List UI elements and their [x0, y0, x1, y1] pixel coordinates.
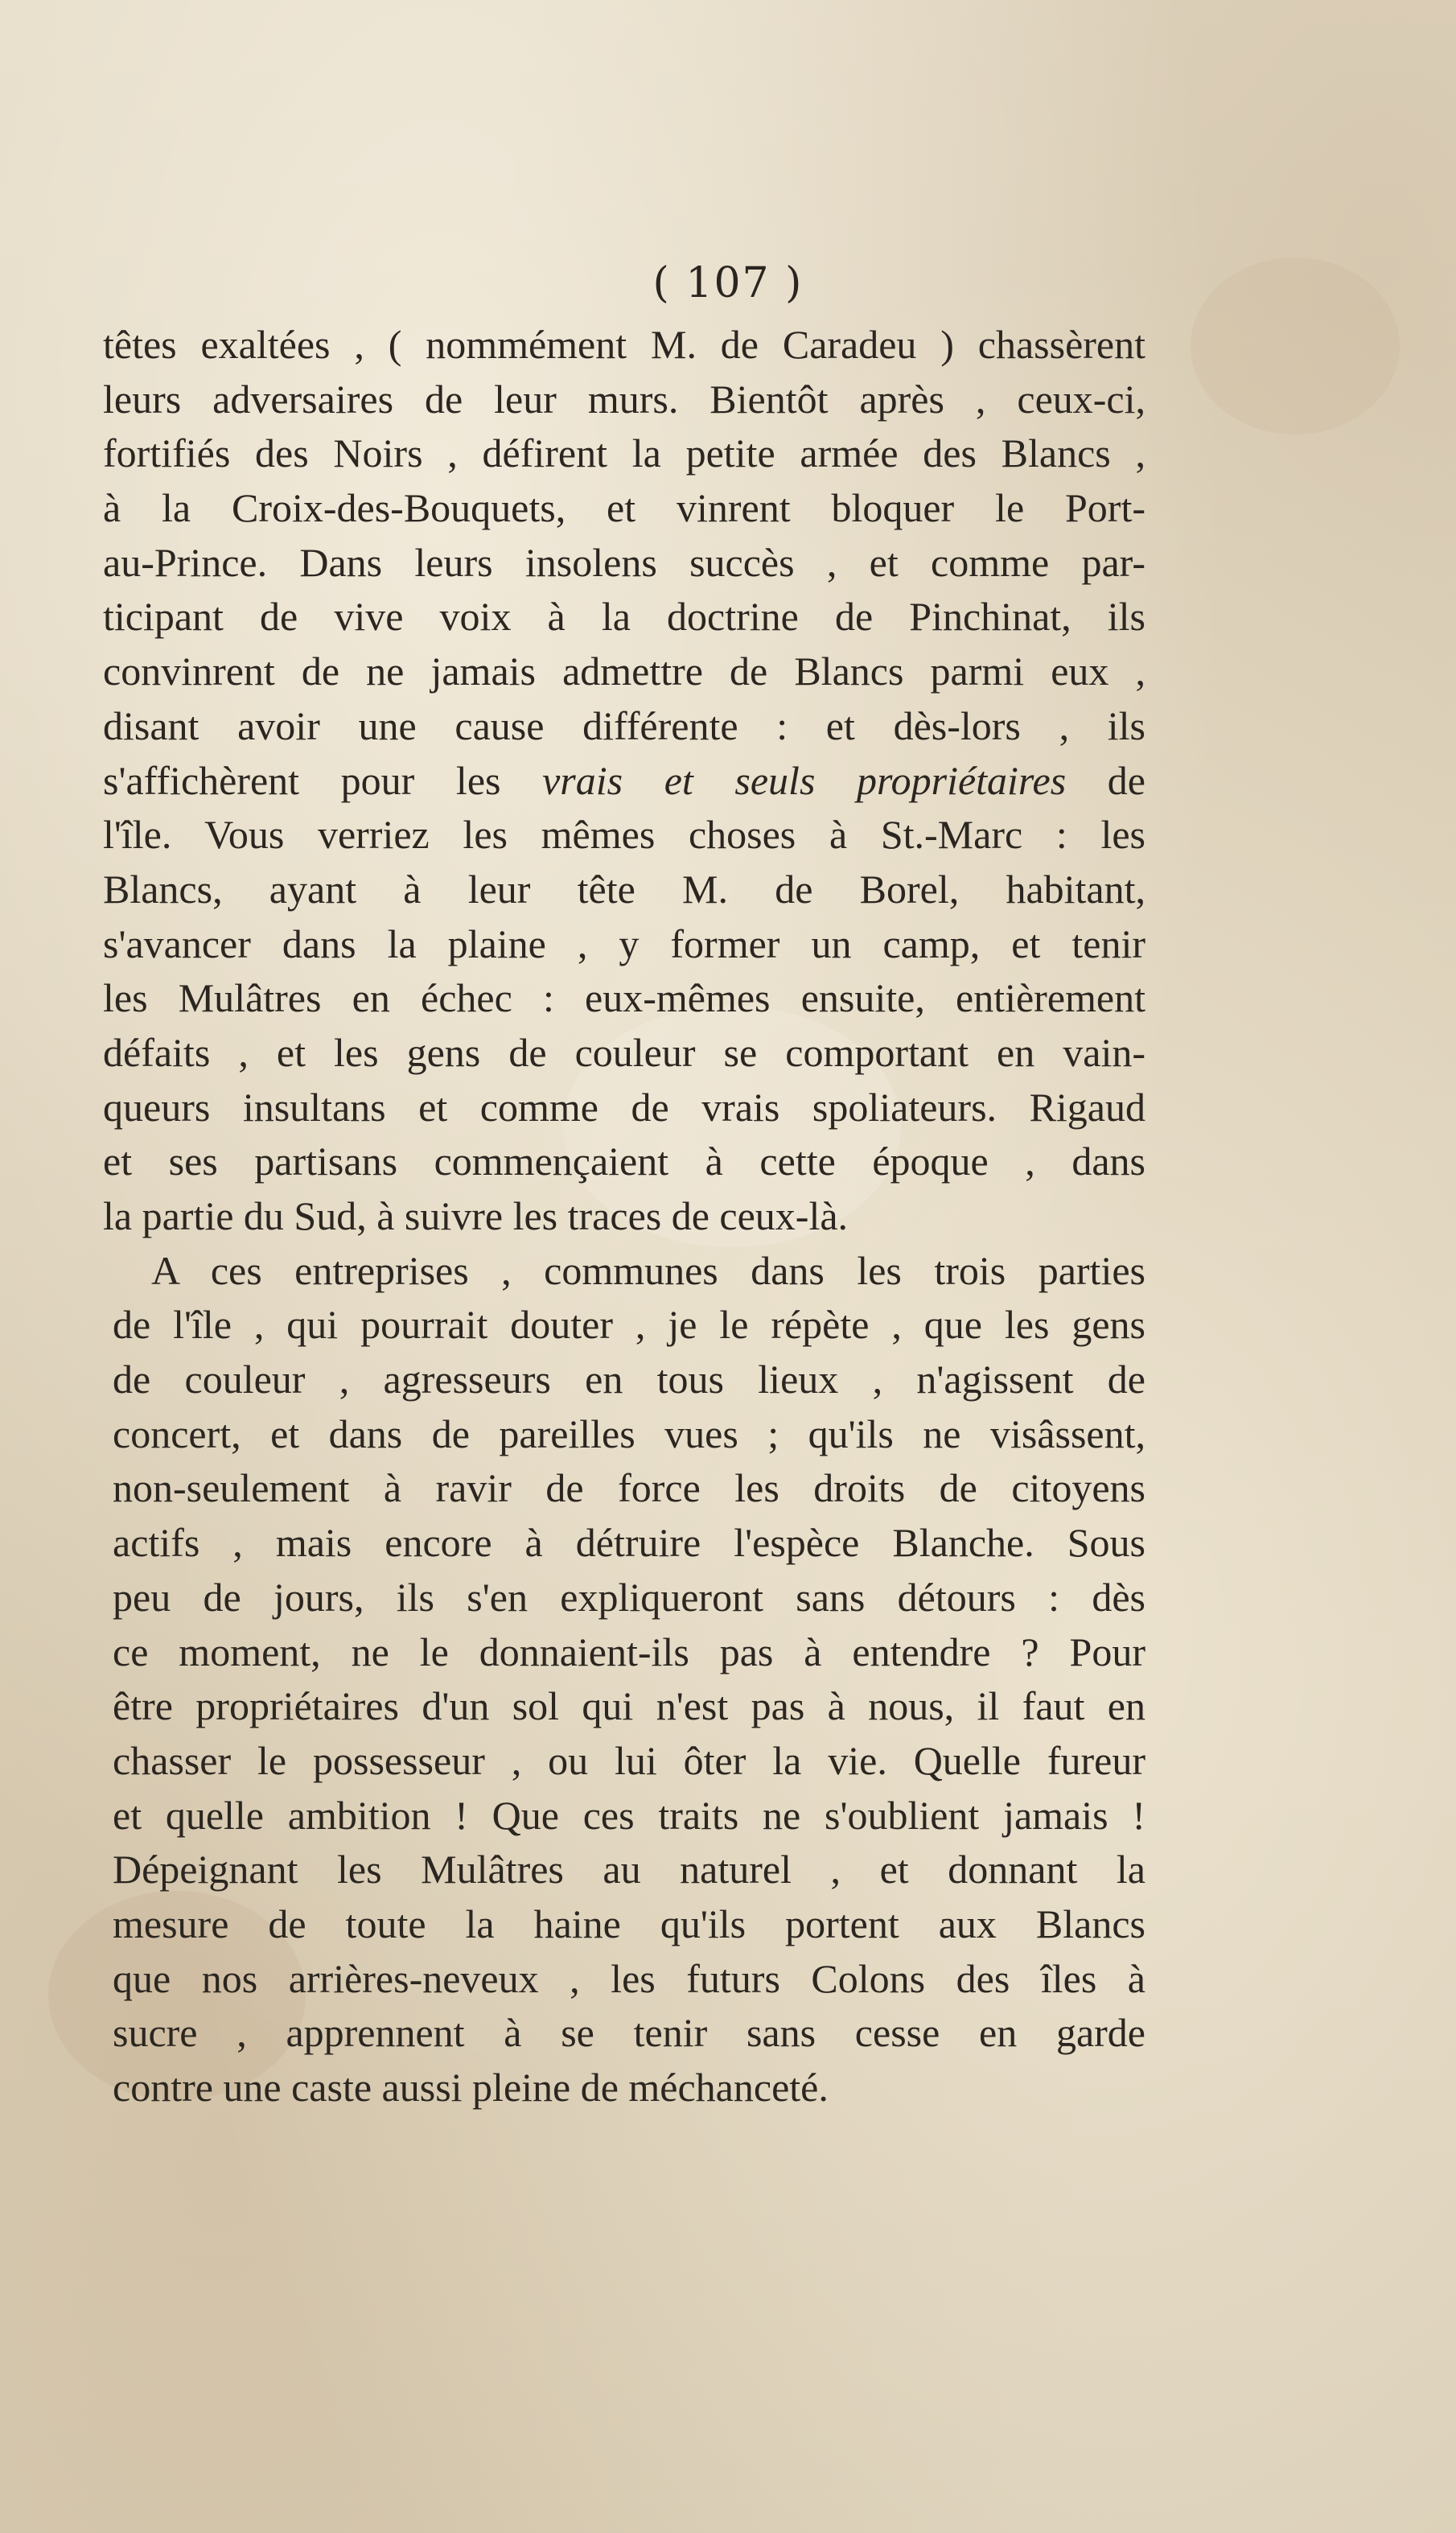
paragraph — [103, 318, 1145, 1244]
page-number: ( 107 ) — [652, 259, 804, 307]
text-line: et quelle ambition ! Que ces traits ne s'oublient jamais ! — [113, 1792, 1145, 1838]
text-line: s'avancer dans la plaine , y former un camp, et tenir — [103, 921, 1145, 966]
text-line: et ses partisans commençaient à cette époque , dans — [103, 1139, 1145, 1184]
text-line: de couleur , agresseurs en tous lieux , n'agissent de — [113, 1357, 1145, 1402]
text-line: l'île. Vous verriez les mêmes choses à St.-Marc : les — [103, 812, 1145, 858]
text-line: au-Prince. Dans leurs insolens succès , et comme par- — [103, 539, 1145, 585]
text-line: défaits , et les gens de couleur se comportant en vain- — [103, 1029, 1145, 1075]
text-line: contre une caste aussi pleine de méchanceté. — [113, 2065, 829, 2110]
body-text — [103, 318, 1145, 2115]
text-line: que nos arrières-neveux , les futurs Colons des îles à — [113, 1955, 1145, 2001]
text-line: peu de jours, ils s'en expliqueront sans détours : dès — [113, 1574, 1145, 1620]
text-run: s'affichèrent pour les — [103, 757, 543, 803]
text-line: les Mulâtres en échec : eux-mêmes ensuite, entièrement — [103, 975, 1145, 1021]
text-line: Blancs, ayant à leur tête M. de Borel, habitant, — [103, 866, 1145, 912]
text-line: ce moment, ne le donnaient-ils pas à entendre ? Pour — [113, 1629, 1145, 1674]
text-line: chasser le possesseur , ou lui ôter la vie. Quelle fureur — [113, 1737, 1145, 1783]
text-run: de — [1066, 757, 1145, 803]
italic-phrase: vrais et seuls propriétaires — [542, 757, 1067, 803]
text-line: sucre , apprennent à se tenir sans cesse en garde — [113, 2010, 1145, 2056]
text-line: la partie du Sud, à suivre les traces de ceux-là. — [103, 1193, 849, 1238]
text-line: fortifiés des Noirs , défirent la petite armée des Blancs , — [103, 430, 1145, 476]
text-line: concert, et dans de pareilles vues ; qu'ils ne visâssent, — [113, 1411, 1145, 1456]
text-line: Dépeignant les Mulâtres au naturel , et donnant la — [113, 1847, 1145, 1893]
text-line: ticipant de vive voix à la doctrine de Pinchinat, ils — [103, 594, 1145, 640]
text-line: à la Croix-des-Bouquets, et vinrent bloquer le Port- — [103, 485, 1145, 531]
text-line: queurs insultans et comme de vrais spoliateurs. Rigaud — [103, 1084, 1145, 1130]
text-line: mesure de toute la haine qu'ils portent aux Blancs — [113, 1901, 1145, 1946]
text-line: être propriétaires d'un sol qui n'est pas à nous, il faut en — [113, 1683, 1145, 1729]
text-line: non-seulement à ravir de force les droits de citoyens — [113, 1465, 1145, 1511]
text-line: actifs , mais encore à détruire l'espèce Blanche. Sous — [113, 1520, 1145, 1566]
text-line: A ces entreprises , communes dans les trois parties — [151, 1247, 1145, 1293]
text-line: têtes exaltées , ( nommément M. de Caradeu ) chassèrent — [103, 322, 1145, 367]
text-line: de l'île , qui pourrait douter , je le répète , que les gens — [113, 1302, 1145, 1348]
text-line: disant avoir une cause différente : et dès-lors , ils — [103, 702, 1145, 748]
text-line-with-italic — [103, 754, 1145, 809]
text-line: convinrent de ne jamais admettre de Blancs parmi eux , — [103, 649, 1145, 694]
paragraph — [103, 1244, 1145, 2115]
text-line: leurs adversaires de leur murs. Bientôt après , ceux-ci, — [103, 376, 1145, 422]
